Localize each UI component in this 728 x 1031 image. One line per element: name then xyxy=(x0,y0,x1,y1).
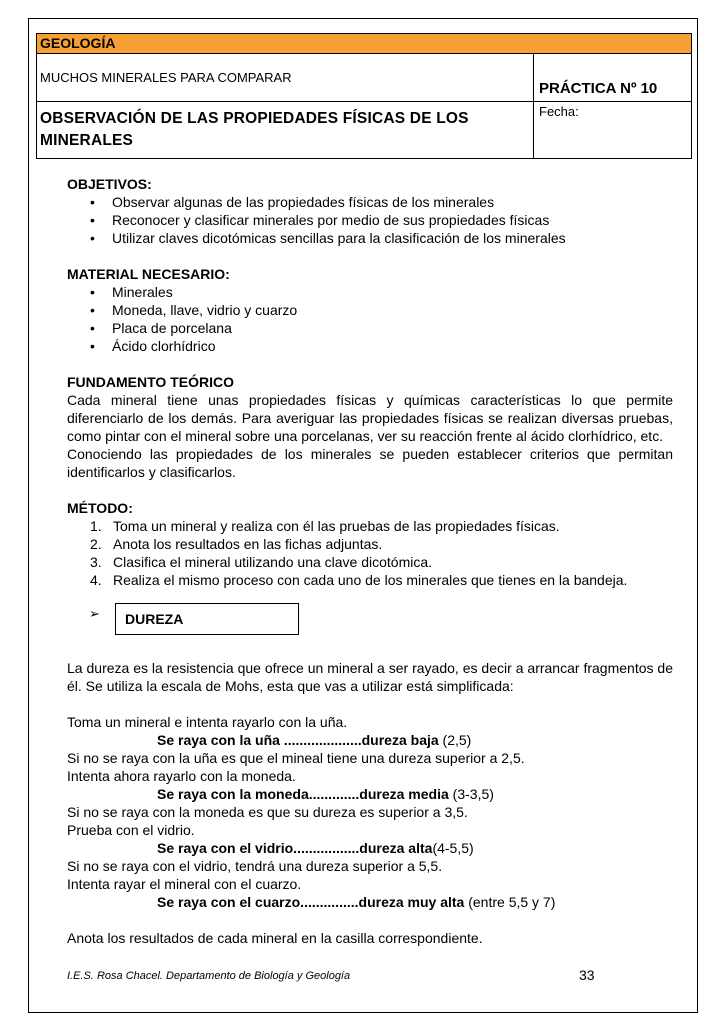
dureza-result: Se raya con el cuarzo...............dureza muy alta (entre 5,5 y 7) xyxy=(157,894,556,910)
list-item: • Ácido clorhídrico xyxy=(88,337,673,355)
list-item: 1. Toma un mineral y realiza con él las pruebas de las propiedades físicas. xyxy=(90,518,560,534)
subject-bar: GEOLOGÍA xyxy=(36,33,692,54)
objetivos-section xyxy=(67,175,673,247)
dureza-line: Toma un mineral e intenta rayarlo con la uña. xyxy=(67,714,348,730)
page-number: 33 xyxy=(579,967,595,983)
list-item: 3. Clasifica el mineral utilizando una clave dicotómica. xyxy=(90,554,433,570)
dureza-result: Se raya con la uña ....................dureza baja (2,5) xyxy=(157,732,472,748)
objetivos-list xyxy=(67,193,673,247)
metodo-section xyxy=(67,499,673,589)
fundamento-section xyxy=(67,373,673,481)
list-item: • Minerales xyxy=(88,283,673,301)
dureza-label-box: DUREZA xyxy=(115,603,299,635)
list-item: • Observar algunas de las propiedades físicas de los minerales xyxy=(88,193,673,211)
dureza-line: Si no se raya con la moneda es que su dureza es superior a 3,5. xyxy=(67,804,468,820)
dureza-line: Intenta rayar el mineral con el cuarzo. xyxy=(67,876,302,892)
fundamento-paragraph: Cada mineral tiene unas propiedades físicas y químicas características lo que permite diferenciarlo de los demás. Para averiguar las propiedades físicas se realizan diversas pruebas, como pintar con el mineral sobre una porcelanas, ver su reacción frente al ácido clorhídrico, etc. xyxy=(67,392,673,444)
header-subtitle: MUCHOS MINERALES PARA COMPARAR xyxy=(40,70,292,85)
dureza-result: Se raya con el vidrio.................dureza alta(4-5,5) xyxy=(157,840,474,856)
list-item: 2. Anota los resultados en las fichas adjuntas. xyxy=(90,536,383,552)
document-body xyxy=(67,175,673,947)
dureza-result: Se raya con la moneda.............dureza media (3-3,5) xyxy=(157,786,494,802)
list-item: 4. Realiza el mismo proceso con cada uno de los minerales que tienes en la bandeja. xyxy=(90,572,628,588)
objetivos-title: OBJETIVOS: xyxy=(67,176,152,192)
dureza-line: Si no se raya con el vidrio, tendrá una dureza superior a 5,5. xyxy=(67,858,443,874)
list-item: • Reconocer y clasificar minerales por medio de sus propiedades físicas xyxy=(88,211,673,229)
fundamento-title: FUNDAMENTO TEÓRICO xyxy=(67,374,234,390)
arrow-bullet-icon: ➢ xyxy=(89,606,100,621)
dureza-closing: Anota los resultados de cada mineral en la casilla correspondiente. xyxy=(67,930,483,946)
fundamento-paragraph: Conociendo las propiedades de los minerales se pueden establecer criterios que permitan identificarlos y clasificarlos. xyxy=(67,446,673,480)
header-divider xyxy=(533,54,534,158)
material-list xyxy=(67,283,673,355)
page-title: OBSERVACIÓN DE LAS PROPIEDADES FÍSICAS DE LOS MINERALES xyxy=(40,110,469,149)
dureza-line: Si no se raya con la uña es que el mineal tiene una dureza superior a 2,5. xyxy=(67,750,525,766)
dureza-intro: La dureza es la resistencia que ofrece un mineral a ser rayado, es decir a arrancar fragmentos de él. Se utiliza la escala de Mohs, esta que vas a utilizar está simplificada: xyxy=(67,660,673,694)
dureza-line: Intenta ahora rayarlo con la moneda. xyxy=(67,768,296,784)
dureza-heading xyxy=(67,603,673,641)
practice-number: PRÁCTICA Nº 10 xyxy=(539,80,658,97)
list-item: • Moneda, llave, vidrio y cuarzo xyxy=(88,301,673,319)
list-item: • Placa de porcelana xyxy=(88,319,673,337)
metodo-list xyxy=(67,517,673,589)
material-title: MATERIAL NECESARIO: xyxy=(67,266,230,282)
metodo-title: MÉTODO: xyxy=(67,500,133,516)
dureza-line: Prueba con el vidrio. xyxy=(67,822,195,838)
footer-school: I.E.S. Rosa Chacel. Departamento de Biología y Geología xyxy=(67,970,351,982)
material-section xyxy=(67,265,673,355)
header-table xyxy=(36,53,692,159)
date-label: Fecha: xyxy=(539,104,579,119)
list-item: • Utilizar claves dicotómicas sencillas para la clasificación de los minerales xyxy=(88,229,673,247)
